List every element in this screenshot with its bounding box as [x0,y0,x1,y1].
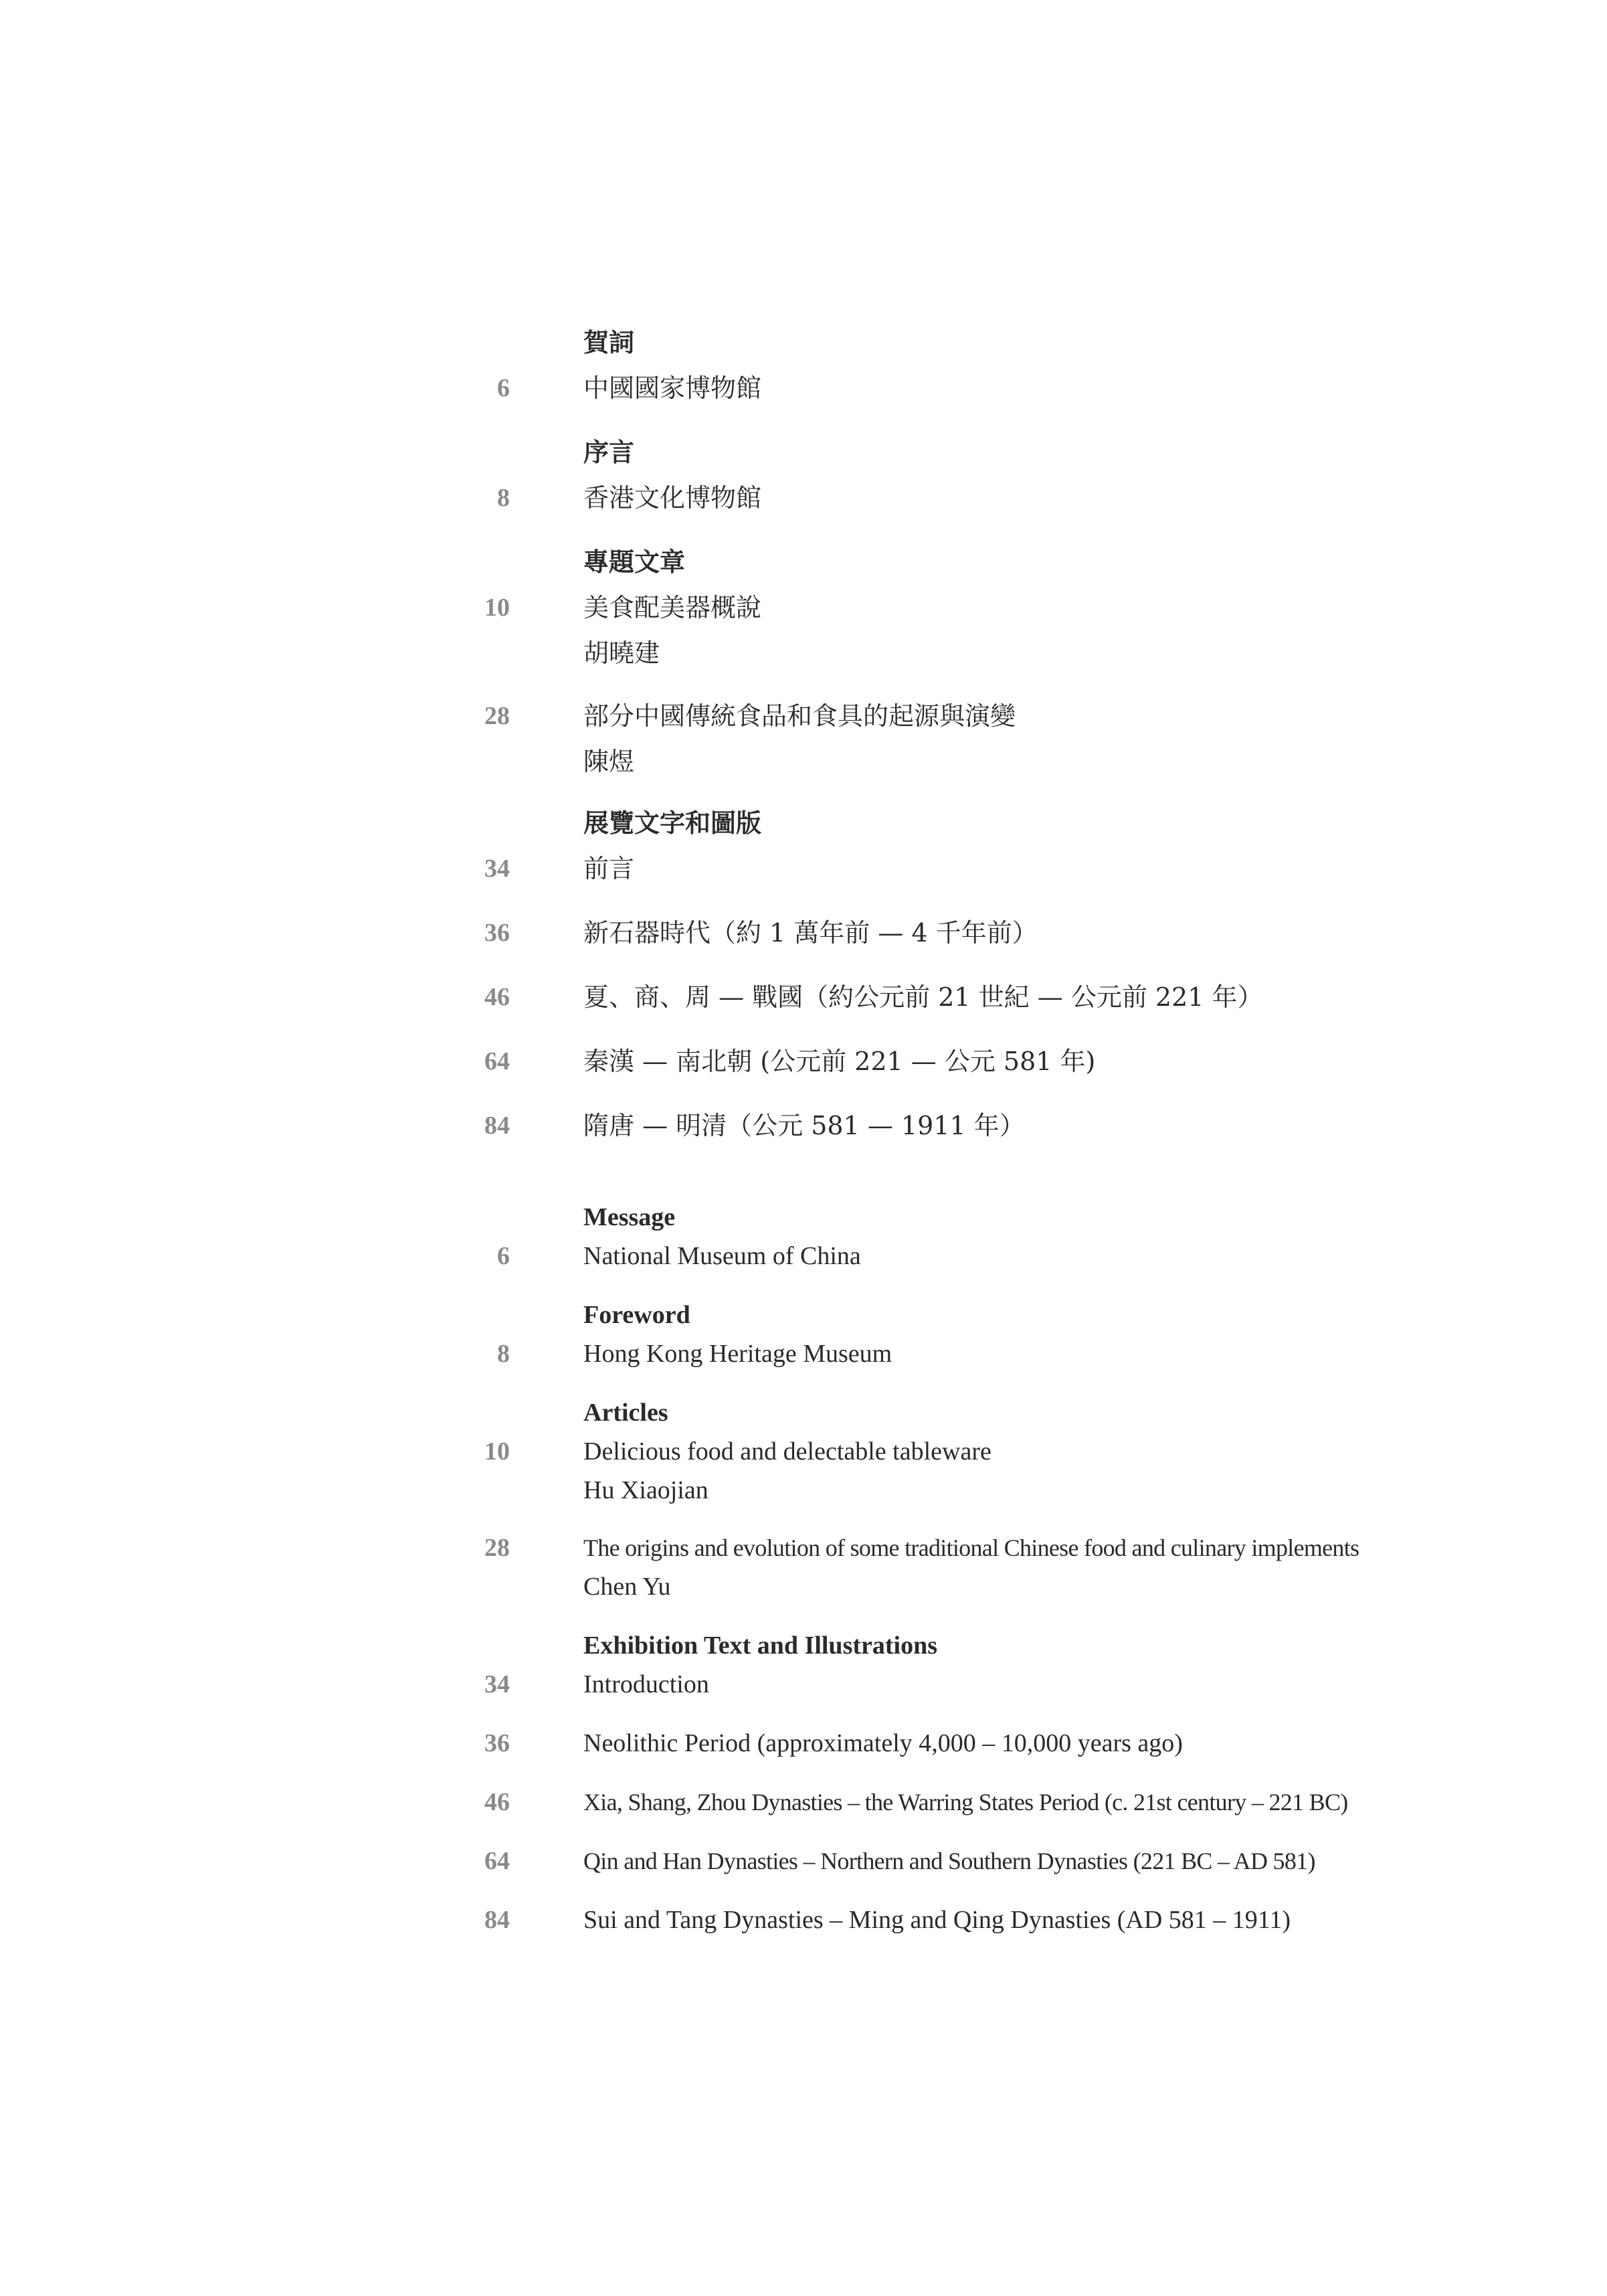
toc-page-number: 6 [497,374,510,402]
toc-heading: Foreword [583,1301,690,1329]
toc-title[interactable]: 秦漢 — 南北朝 (公元前 221 — 公元 581 年) [583,1047,1096,1076]
toc-title[interactable]: 中國國家博物館 [583,373,762,403]
toc-author: Hu Xiaojian [583,1476,708,1504]
toc-author: 陳煜 [583,747,635,776]
toc-title[interactable]: Qin and Han Dynasties – Northern and Southern Dynasties (221 BC – AD 581) [583,1848,1315,1874]
toc-page-number: 28 [484,702,510,730]
toc-heading: 專題文章 [583,547,686,577]
toc-heading: Articles [583,1399,668,1427]
toc-page-number: 36 [484,1729,510,1757]
toc-title[interactable]: 前言 [583,854,635,883]
toc-heading: 展覽文字和圖版 [583,808,762,838]
toc-page-number: 34 [484,855,510,883]
toc-page-number: 64 [484,1847,510,1875]
toc-title[interactable]: Xia, Shang, Zhou Dynasties – the Warring States Period (c. 21st century – 221 BC) [583,1789,1348,1816]
toc-title[interactable]: Introduction [583,1670,709,1698]
toc-title[interactable]: 美食配美器概說 [583,593,762,622]
toc-heading: Message [583,1203,676,1231]
toc-title[interactable]: 新石器時代（約 1 萬年前 — 4 千年前） [583,918,1038,948]
toc-page-number: 10 [484,1437,510,1466]
toc-title[interactable]: National Museum of China [583,1242,861,1270]
toc-page-number: 8 [497,484,510,512]
toc-heading: 賀詞 [583,327,635,357]
toc-page-number: 8 [497,1340,510,1368]
toc-heading: 序言 [583,437,635,467]
toc-title[interactable]: Neolithic Period (approximately 4,000 – 10,000 years ago) [583,1729,1183,1757]
toc-title[interactable]: Delicious food and delectable tableware [583,1437,991,1466]
toc-title[interactable]: Hong Kong Heritage Museum [583,1340,892,1368]
toc-title[interactable]: 夏、商、周 — 戰國（約公元前 21 世紀 — 公元前 221 年） [583,982,1263,1012]
toc-author: 胡曉建 [583,638,660,668]
toc-page-number: 36 [484,919,510,947]
toc-title[interactable]: The origins and evolution of some traditional Chinese food and culinary implements [583,1534,1359,1561]
toc-page-number: 34 [484,1670,510,1698]
toc-title[interactable]: 隋唐 — 明清（公元 581 — 1911 年） [583,1111,1025,1140]
toc-page-number: 46 [484,1788,510,1816]
toc-page-number: 84 [484,1112,510,1140]
toc-title[interactable]: 部分中國傳統食品和食具的起源與演變 [583,701,1016,731]
toc-title[interactable]: 香港文化博物館 [583,483,762,513]
toc-page-number: 84 [484,1906,510,1934]
toc-title[interactable]: Sui and Tang Dynasties – Ming and Qing Dynasties (AD 581 – 1911) [583,1906,1291,1934]
toc-page-number: 6 [497,1242,510,1270]
toc-page-number: 28 [484,1534,510,1562]
toc-page-number: 46 [484,983,510,1011]
toc-author: Chen Yu [583,1573,671,1601]
toc-heading: Exhibition Text and Illustrations [583,1631,938,1660]
toc-page-number: 64 [484,1047,510,1075]
toc-page-number: 10 [484,594,510,622]
